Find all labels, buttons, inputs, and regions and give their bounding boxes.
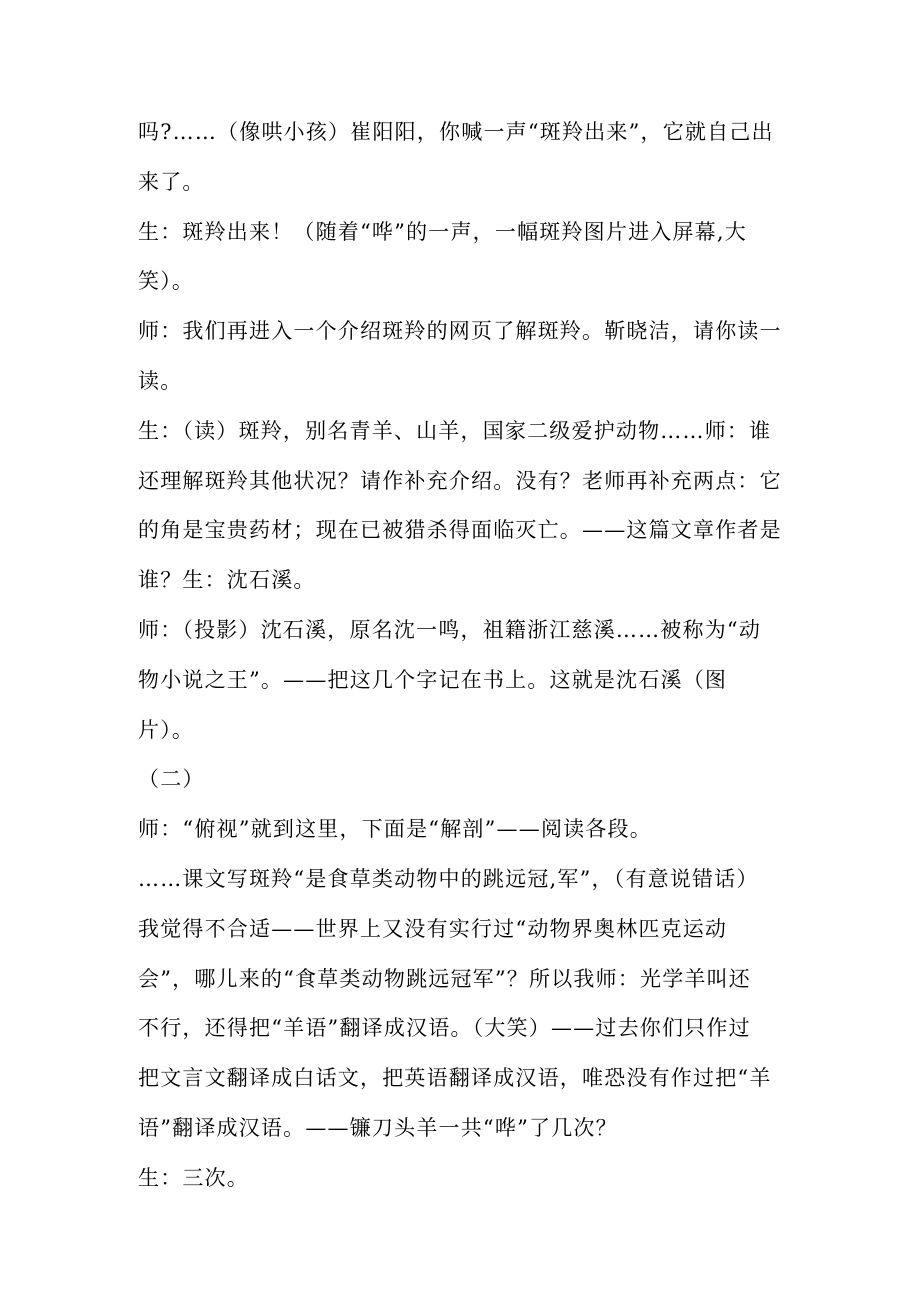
section-heading: （二）	[138, 767, 205, 792]
text-line: 来了。	[138, 169, 205, 194]
text-line: 笑）。	[138, 269, 195, 294]
text-line: 谁？生：沈石溪。	[138, 568, 316, 593]
text-line: 会”，哪儿来的“食草类动物跳远冠军”？所以我师：光学羊叫还	[138, 966, 752, 991]
text-line: ……课文写斑羚“是食草类动物中的跳远冠,军”，（有意说错话）	[138, 866, 759, 891]
text-line: 师：（投影）沈石溪，原名沈一鸣，祖籍浙江慈溪……被称为“动	[138, 617, 762, 642]
text-line: 语”翻译成汉语。——镰刀头羊一共“哗”了几次？	[138, 1115, 618, 1140]
text-line: 读。	[138, 368, 183, 393]
text-line: 生：三次。	[138, 1165, 249, 1190]
text-line: 的角是宝贵药材；现在已被猎杀得面临灭亡。——这篇文章作者是	[138, 518, 782, 543]
text-line: 把文言文翻译成白话文，把英语翻译成汉语，唯恐没有作过把“羊	[138, 1066, 772, 1091]
text-line: 师：“俯视”就到这里，下面是“解剖”——阅读各段。	[138, 817, 652, 842]
text-line: 我觉得不合适——世界上又没有实行过“动物界奥林匹克运动	[138, 916, 728, 941]
text-line: 生：斑羚出来！（随着“哗”的一声，一幅斑羚图片进入屏幕,大	[138, 219, 747, 244]
text-line: 生：（读）斑羚，别名青羊、山羊，国家二级爱护动物……师：谁	[138, 418, 772, 443]
text-line: 物小说之王”。——把这几个字记在书上。这就是沈石溪（图	[138, 667, 728, 692]
text-line: 还理解斑羚其他状况？请作补充介绍。没有？老师再补充两点：它	[138, 468, 782, 493]
text-line: 吗?……（像哄小孩）崔阳阳，你喊一声“斑羚出来”，它就自己出	[138, 120, 774, 144]
text-line: 不行，还得把“羊语”翻译成汉语。（大笑）——过去你们只作过	[138, 1016, 751, 1041]
document-body	[138, 108, 788, 1204]
text-line: 片）。	[138, 717, 195, 742]
text-line: 师：我们再进入一个介绍斑羚的网页了解斑羚。靳晓洁，请你读一	[138, 319, 782, 344]
